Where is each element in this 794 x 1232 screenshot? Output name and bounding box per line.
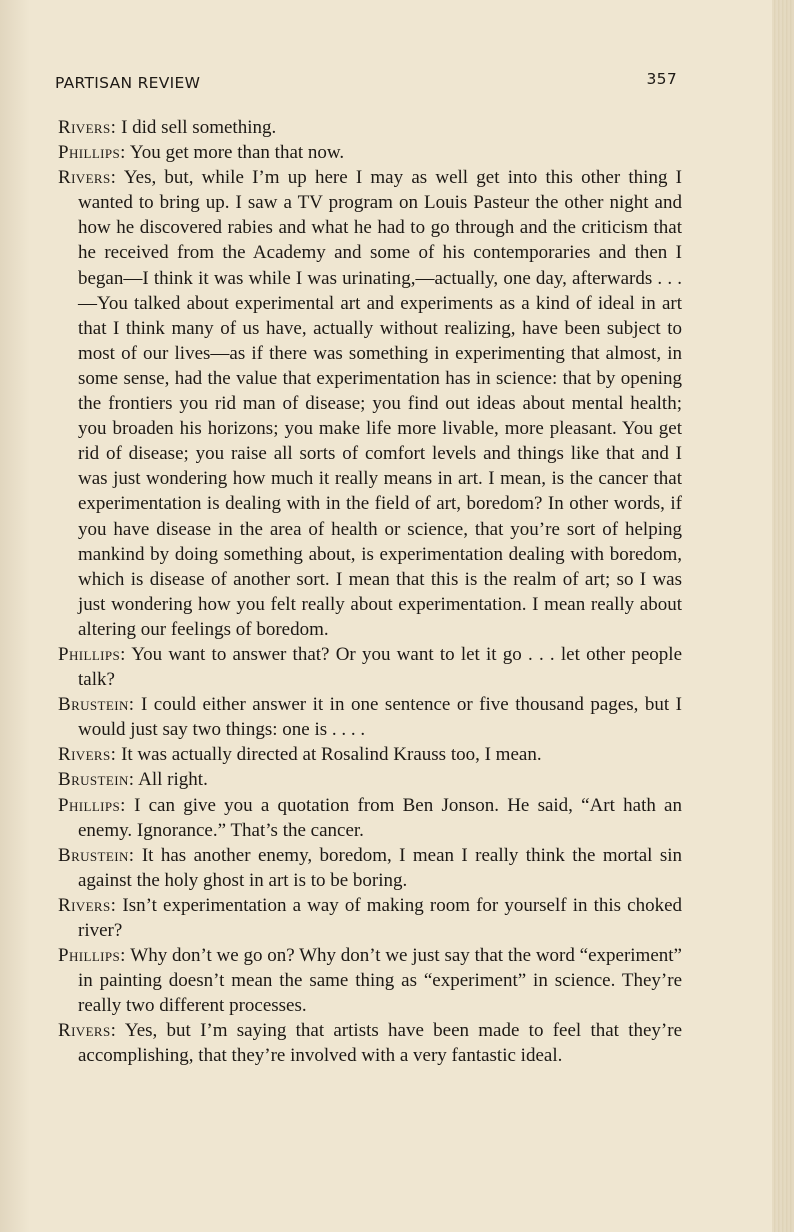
dialogue-paragraph [58, 793, 682, 843]
speech-text: I did sell something. [121, 117, 277, 138]
speaker-name: Brustein: [58, 844, 135, 866]
speech-text: All right. [138, 769, 208, 791]
speaker-name: Rivers: [58, 1020, 117, 1042]
speaker-name: Phillips: [58, 794, 126, 816]
speech-text: Isn’t experimentation a way of making room for yourself in this choked river? [78, 894, 682, 941]
speaker-name: Phillips: [58, 142, 126, 164]
dialogue-paragraph [58, 767, 682, 792]
dialogue-paragraph [58, 140, 682, 165]
speech-text: It was actually directed at Rosalind Krauss too, I mean. [121, 744, 542, 766]
speech-text: Yes, but, while I’m up here I may as well get into this other thing I wanted to bring up. I saw a TV program on Louis Pasteur the other night and how he discovered rabies and what he had to go through and the criticism that he received from the Academy and some of his contemporaries and then I began—I think it was while I was urinating,—actually, one day, afterwards . . . —You talked about experimental art and experiments as a kind of ideal in art that I think many of us have, actually without realizing, have been subject to most of our lives—as if there was something in experimenting that almost, in some sense, had the value that experimentation has in science: that by opening the frontiers you rid man of disease; you find out ideas about mental health; you broaden his horizons; you make life more livable, more pleasant. You get rid of disease; you raise all sorts of comfort levels and things like that and I was just wondering how much it really means in art. I mean, is the cancer that experimentation is dealing with in the field of art, boredom? In other words, if you have disease in the area of health or science, that you’re sort of helping mankind by doing something about, is experimentation dealing with boredom, which is disease of another sort. I mean that this is the realm of art; so I was just wondering how you felt really about experimentation. I mean really about altering our feelings of boredom. [78, 167, 682, 640]
speaker-name: Rivers: [58, 167, 117, 189]
speaker-name: Rivers: [58, 117, 117, 138]
speaker-name: Brustein: [58, 694, 135, 716]
page-number: 357 [646, 70, 677, 88]
speech-text: You get more than that now. [129, 142, 345, 164]
speech-text: You want to answer that? Or you want to let it go . . . let other people talk? [78, 643, 683, 691]
speech-text: It has another enemy, boredom, I mean I really think the mortal sin against the holy ghost in art is to be boring. [78, 844, 683, 891]
speech-text: Yes, but I’m saying that artists have been made to feel that they’re accomplishing, that they’re involved with a very fantastic ideal. [78, 1020, 682, 1067]
dialogue-text [58, 115, 682, 1069]
dialogue-paragraph [58, 742, 682, 767]
dialogue-paragraph [58, 943, 682, 1018]
dialogue-paragraph [58, 843, 682, 893]
dialogue-paragraph [58, 165, 682, 642]
page-edge-stack [772, 0, 794, 1232]
dialogue-paragraph [58, 692, 682, 742]
speaker-name: Rivers: [58, 894, 117, 916]
dialogue-paragraph [58, 115, 682, 140]
speaker-name: Rivers: [58, 744, 117, 766]
speech-text: Why don’t we go on? Why don’t we just say that the word “experiment” in painting doesn’t mean the same thing as “experiment” in science. They’re really two different processes. [78, 945, 682, 1017]
dialogue-paragraph [58, 893, 682, 943]
speech-text: I can give you a quotation from Ben Jonson. He said, “Art hath an enemy. Ignorance.” That’s the cancer. [78, 794, 682, 841]
speaker-name: Brustein: [58, 769, 135, 791]
running-title: PARTISAN REVIEW [55, 74, 201, 92]
speech-text: I could either answer it in one sentence or five thousand pages, but I would just say two things: one is . . . . [78, 694, 682, 741]
dialogue-paragraph [58, 1018, 682, 1068]
dialogue-paragraph [58, 642, 682, 692]
speaker-name: Phillips: [58, 643, 126, 665]
speaker-name: Phillips: [58, 945, 126, 967]
running-header [55, 70, 677, 96]
